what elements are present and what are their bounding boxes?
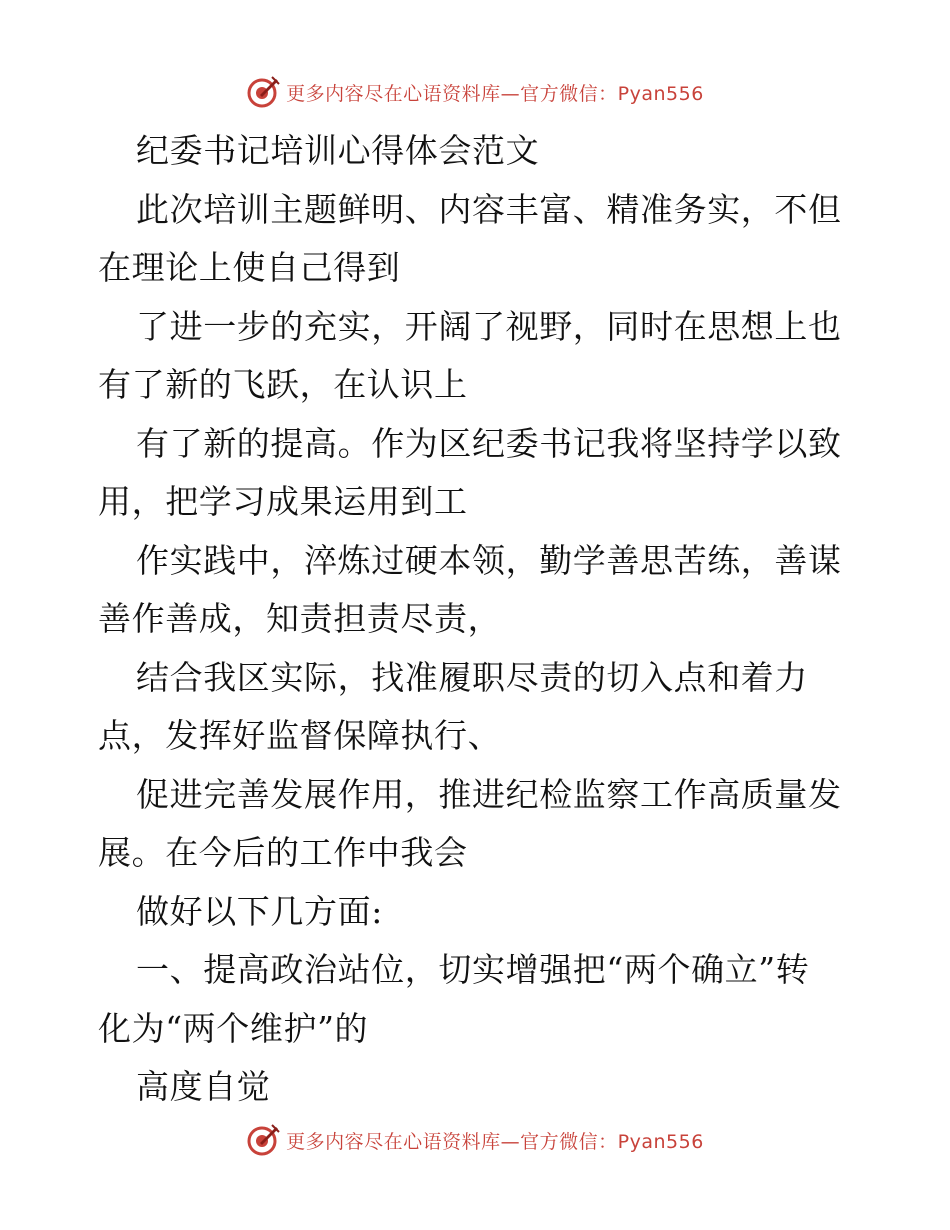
text-line: 结合我区实际，找准履职尽责的切入点和着力 bbox=[136, 657, 808, 697]
text-line: 有了新的飞跃，在认识上 bbox=[98, 365, 468, 404]
text-line: 展。在今后的工作中我会 bbox=[98, 833, 468, 872]
quill-seal-icon bbox=[246, 75, 280, 109]
text-line: 高度自觉 bbox=[136, 1067, 271, 1106]
watermark-text: 更多内容尽在心语资料库—官方微信：Pyan556 bbox=[286, 82, 704, 105]
watermark-handle: Pyan556 bbox=[617, 1130, 704, 1153]
document-body bbox=[98, 122, 858, 1117]
watermark-handle: Pyan556 bbox=[617, 82, 704, 105]
text-line: 化为“两个维护”的 bbox=[98, 1008, 369, 1048]
text-line: 在理论上使自己得到 bbox=[98, 248, 401, 287]
watermark-text: 更多内容尽在心语资料库—官方微信：Pyan556 bbox=[286, 1130, 704, 1153]
text-line: 作实践中，淬炼过硬本领，勤学善思苦练，善谋 bbox=[136, 540, 842, 580]
text-line: 了进一步的充实，开阔了视野，同时在思想上也 bbox=[136, 306, 842, 346]
text-line: 此次培训主题鲜明、内容丰富、精准务实，不但 bbox=[136, 189, 842, 229]
text-line: 做好以下几方面: bbox=[136, 891, 383, 931]
text-line: 善作善成，知责担责尽责， bbox=[98, 599, 502, 638]
text-line: 用，把学习成果运用到工 bbox=[98, 482, 468, 521]
header-watermark bbox=[0, 72, 950, 112]
text-line: 一、提高政治站位，切实增强把“两个确立”转 bbox=[136, 950, 810, 989]
document-title: 纪委书记培训心得体会范文 bbox=[136, 131, 540, 170]
footer-watermark bbox=[0, 1120, 950, 1160]
text-line: 点，发挥好监督保障执行、 bbox=[98, 716, 502, 755]
quill-seal-icon bbox=[246, 1123, 280, 1157]
text-line: 促进完善发展作用，推进纪检监察工作高质量发 bbox=[136, 774, 842, 814]
text-line: 有了新的提高。作为区纪委书记我将坚持学以致 bbox=[136, 423, 842, 463]
